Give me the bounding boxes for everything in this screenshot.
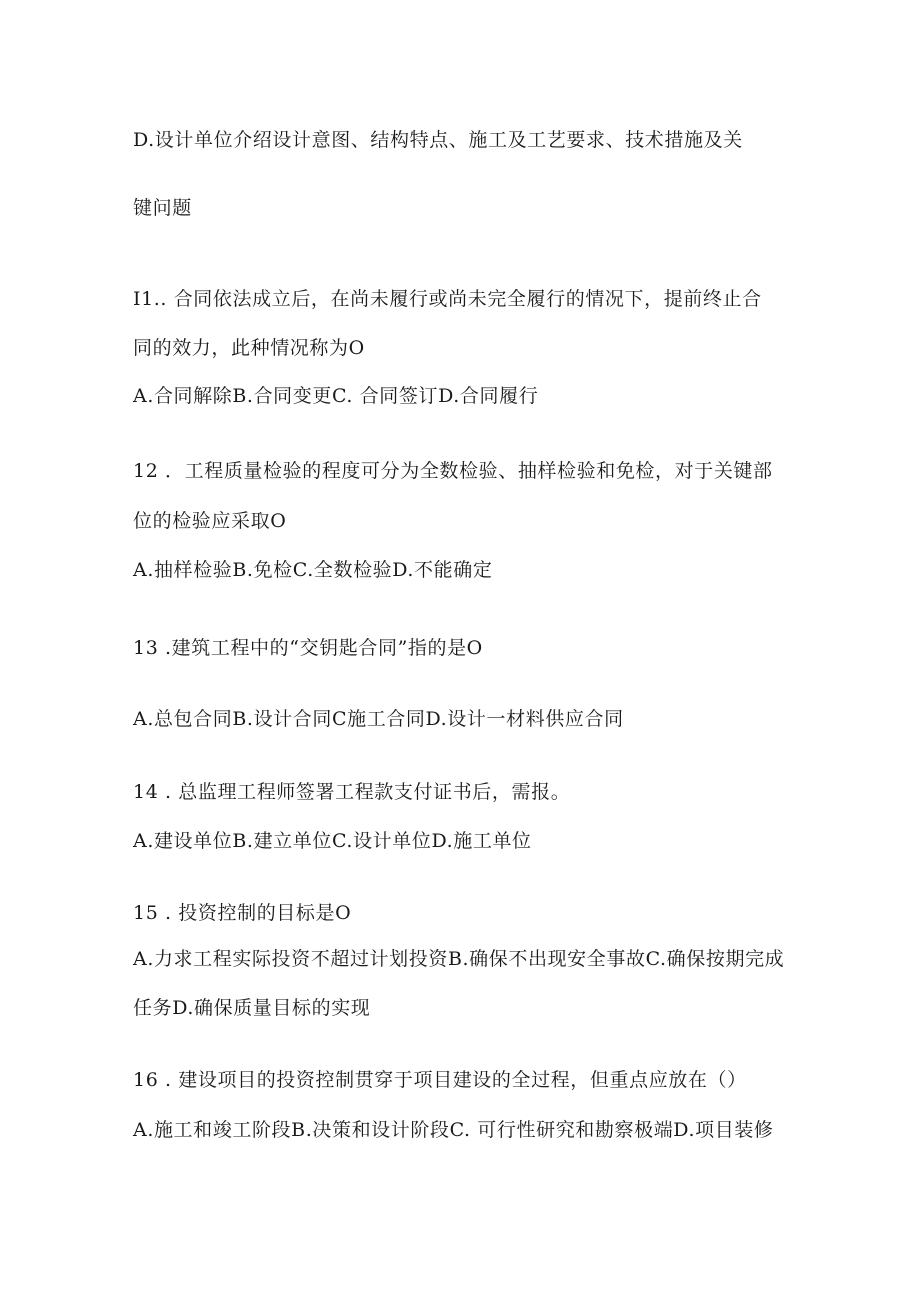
question-13: 13 .建筑工程中的“交钥匙合同”指的是O	[133, 637, 483, 659]
question-16: 16 . 建设项目的投资控制贯穿于项目建设的全过程，但重点应放在（）	[133, 1069, 747, 1091]
question-12-line2: 位的检验应采取O	[133, 510, 287, 532]
question-15-options-line2: 任务D.确保质量目标的实现	[133, 997, 371, 1019]
question-13-options: A.总包合同B.设计合同C施工合同D.设计一材料供应合同	[133, 708, 624, 730]
question-11-options: A.合同解除B.合同变更C. 合同签订D.合同履行	[133, 385, 539, 407]
question-16-options: A.施工和竣工阶段B.决策和设计阶段C. 可行性研究和勘察极端D.项目装修	[133, 1119, 774, 1141]
question-14-options: A.建设单位B.建立单位C.设计单位D.施工单位	[133, 830, 532, 852]
option-d-q10-line2: 键问题	[133, 197, 192, 219]
option-d-q10-line1: D.设计单位介绍设计意图、结构特点、施工及工艺要求、技术措施及关	[133, 129, 743, 151]
question-11-line1: I1.. 合同依法成立后，在尚未履行或尚未完全履行的情况下，提前终止合	[133, 288, 762, 310]
question-12-options: A.抽样检验B.免检C.全数检验D.不能确定	[133, 559, 493, 581]
question-11-line2: 同的效力，此种情况称为O	[133, 337, 365, 359]
question-14: 14 . 总监理工程师签署工程款支付证书后，需报。	[133, 781, 571, 803]
question-15-options-line1: A.力求工程实际投资不超过计划投资B.确保不出现安全事故C.确保按期完成	[133, 948, 785, 970]
question-12-line1: 12 ．工程质量检验的程度可分为全数检验、抽样检验和免检，对于关键部	[133, 460, 773, 482]
question-15: 15 . 投资控制的目标是O	[133, 902, 352, 924]
